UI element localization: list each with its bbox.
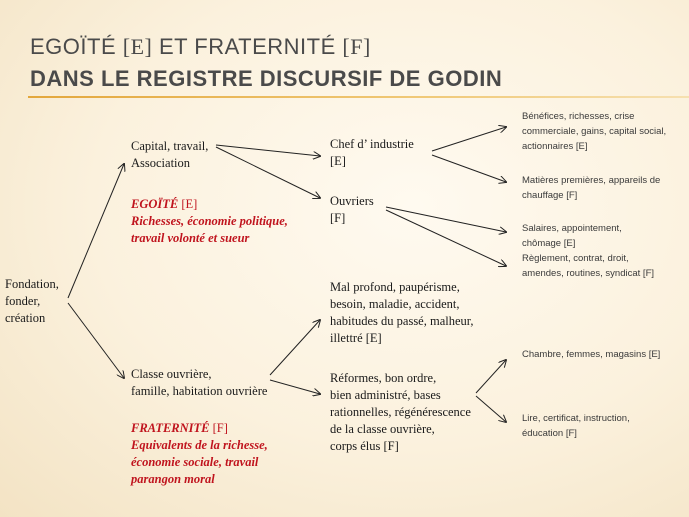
node-line: Classe ouvrière, (131, 367, 212, 381)
fraternite-tag: [F] (212, 421, 228, 435)
node-line: bien administré, bases (330, 388, 441, 402)
node-line: [F] (330, 211, 346, 225)
arrow-reformes-to-lire (476, 396, 506, 422)
node-line: Richesses, économie politique, (131, 214, 288, 228)
arrow-classe-to-mal (270, 320, 320, 375)
node-line: Ouvriers (330, 194, 374, 208)
leaf-line: actionnaires [E] (522, 141, 588, 152)
leaf-line: Salaires, appointement, (522, 223, 622, 234)
node-classe (131, 366, 267, 400)
node-capital (131, 138, 208, 172)
node-line: Fondation, (5, 277, 59, 291)
leaf-line: Matières premières, appareils de (522, 175, 661, 186)
node-line: [E] (330, 154, 346, 168)
leaf-line: éducation [F] (522, 428, 577, 439)
leaf-line: amendes, routines, syndicat [F] (522, 268, 655, 279)
node-reformes (330, 370, 471, 455)
leaf-benefices (522, 109, 666, 154)
node-line: création (5, 311, 46, 325)
node-line: besoin, maladie, accident, (330, 297, 460, 311)
node-line: Chef d’ industrie (330, 137, 414, 151)
title-fraternite: ET FRATERNITÉ (158, 34, 336, 59)
arrow-chef-to-matieres (432, 155, 506, 182)
node-mal-profond (330, 279, 474, 347)
leaf-lire (522, 411, 630, 441)
node-line: famille, habitation ouvrière (131, 384, 268, 398)
leaf-salaires (522, 221, 654, 281)
fraternite-label: FRATERNITÉ (131, 421, 210, 435)
node-line: Mal profond, paupérisme, (330, 280, 460, 294)
leaf-matieres (522, 173, 660, 203)
node-line: parangon moral (131, 472, 215, 486)
egoite-label: EGOÏTÉ (131, 197, 179, 211)
node-egoite (131, 196, 288, 247)
node-ouvriers (330, 193, 374, 227)
node-line: Association (131, 156, 191, 170)
node-line: Réformes, bon ordre, (330, 371, 437, 385)
arrow-reformes-to-chambre (476, 360, 506, 393)
arrow-ouvriers-to-reglement (386, 210, 506, 266)
arrow-root-to-capital (68, 164, 124, 298)
leaf-line: commerciale, gains, capital social, (522, 126, 667, 137)
node-line: habitudes du passé, malheur, (330, 314, 474, 328)
node-line: de la classe ouvrière, (330, 422, 435, 436)
node-line: illettré [E] (330, 331, 382, 345)
leaf-line: chômage [E] (522, 238, 576, 249)
title-f-tag: [F] (342, 34, 371, 59)
title-egoite: EGOÏTÉ (30, 34, 117, 59)
leaf-line: Chambre, femmes, magasins [E] (522, 349, 661, 360)
node-line: Equivalents de la richesse, (131, 438, 268, 452)
node-line: travail volonté et sueur (131, 231, 250, 245)
leaf-line: chauffage [F] (522, 190, 578, 201)
arrow-root-to-classe (68, 303, 124, 378)
leaf-line: Lire, certificat, instruction, (522, 413, 630, 424)
title-e-tag: [E] (122, 34, 153, 59)
node-line: rationnelles, régénérescence (330, 405, 471, 419)
node-line: corps élus [F] (330, 439, 399, 453)
arrow-ouvriers-to-salaires (386, 207, 506, 232)
leaf-line: Bénéfices, richesses, crise (522, 111, 635, 122)
node-fraternite (131, 420, 268, 488)
arrow-chef-to-benefices (432, 127, 506, 151)
leaf-line: Règlement, contrat, droit, (522, 253, 629, 264)
node-fondation (5, 276, 59, 327)
slide-title-line-2: DANS LE REGISTRE DISCURSIF DE GODIN (30, 66, 503, 91)
arrow-classe-to-reformes (270, 380, 320, 394)
node-line: Capital, travail, (131, 139, 209, 153)
egoite-tag: [E] (181, 197, 198, 211)
node-line: économie sociale, travail (131, 455, 259, 469)
leaf-chambre (522, 347, 660, 362)
node-line: fonder, (5, 294, 41, 308)
node-chef (330, 136, 414, 170)
